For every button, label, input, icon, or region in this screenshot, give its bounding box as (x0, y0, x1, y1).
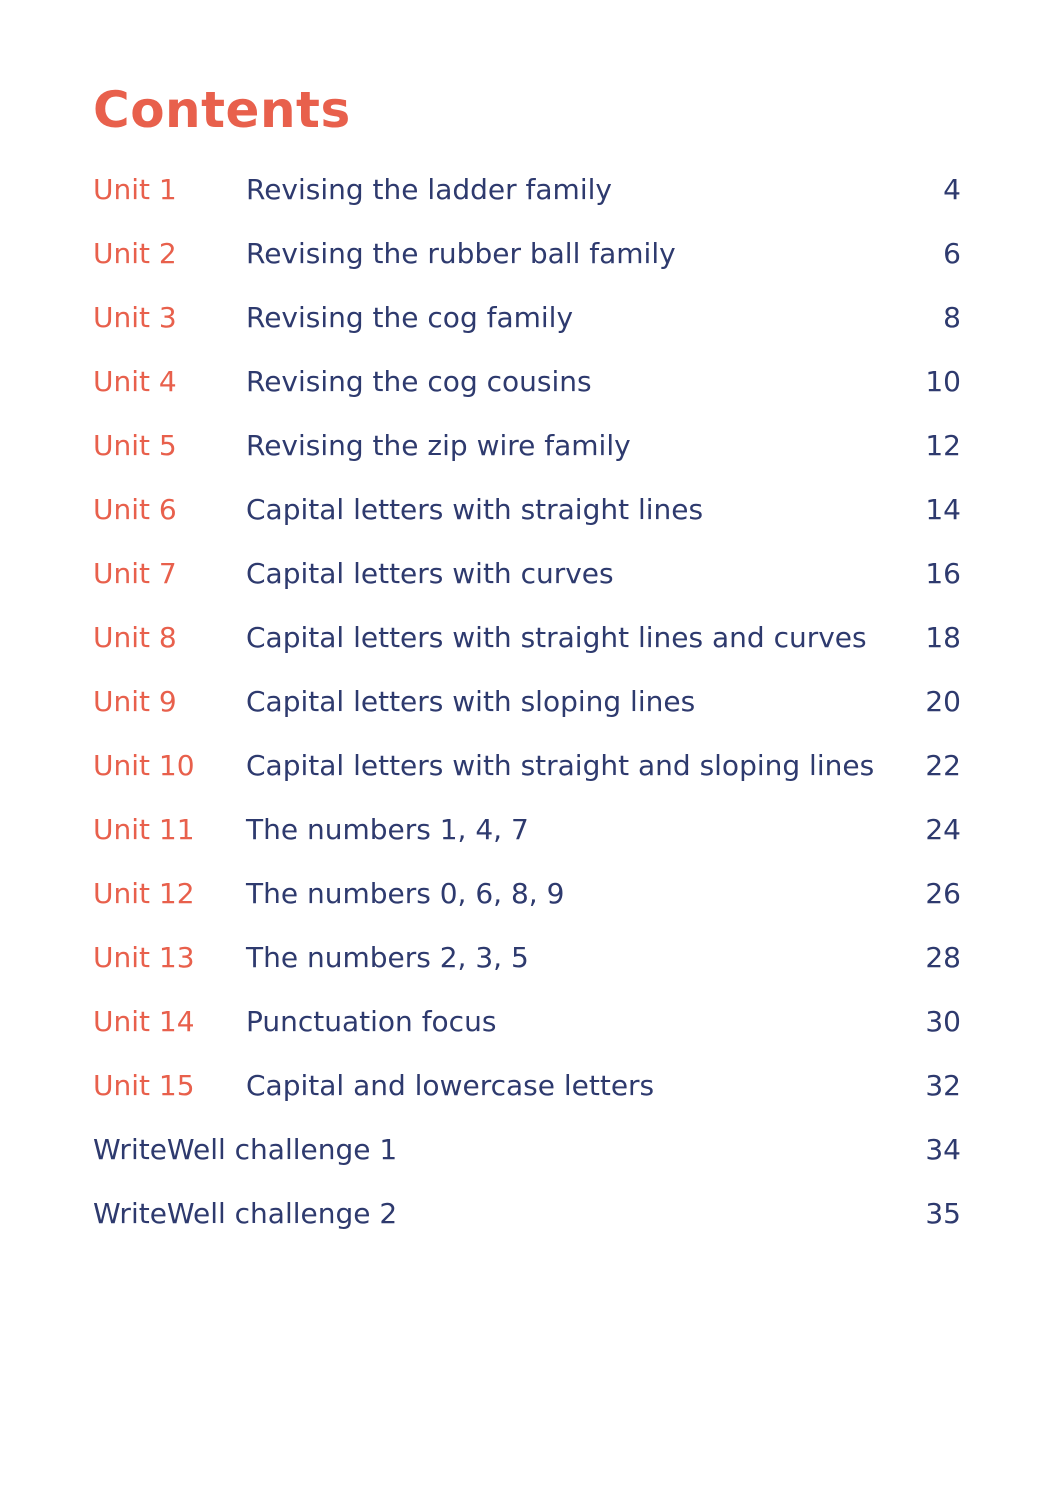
toc-row-unit-8[interactable] (93, 606, 961, 670)
unit-label: Unit 1 (93, 173, 177, 206)
unit-label: Unit 6 (93, 493, 177, 526)
page-number: 35 (925, 1197, 961, 1230)
unit-title: Revising the cog family (246, 301, 574, 334)
page-number: 14 (925, 493, 961, 526)
toc-row-unit-12[interactable] (93, 862, 961, 926)
unit-label: Unit 8 (93, 621, 177, 654)
page-number: 4 (943, 173, 961, 206)
unit-title: Capital letters with curves (246, 557, 614, 590)
page-number: 10 (925, 365, 961, 398)
page-number: 12 (925, 429, 961, 462)
unit-label: Unit 9 (93, 685, 177, 718)
toc-row-unit-7[interactable] (93, 542, 961, 606)
toc-row-unit-3[interactable] (93, 286, 961, 350)
challenge-title: WriteWell challenge 1 (93, 1133, 398, 1166)
toc-row-unit-11[interactable] (93, 798, 961, 862)
page-number: 20 (925, 685, 961, 718)
page-number: 22 (925, 749, 961, 782)
unit-title: The numbers 1, 4, 7 (246, 813, 529, 846)
unit-title: The numbers 0, 6, 8, 9 (246, 877, 565, 910)
unit-label: Unit 13 (93, 941, 195, 974)
page-number: 24 (925, 813, 961, 846)
unit-title: Revising the zip wire family (246, 429, 631, 462)
unit-label: Unit 7 (93, 557, 177, 590)
page-number: 26 (925, 877, 961, 910)
unit-title: Capital letters with straight lines (246, 493, 704, 526)
toc-row-unit-6[interactable] (93, 478, 961, 542)
unit-label: Unit 11 (93, 813, 195, 846)
page-number: 28 (925, 941, 961, 974)
unit-label: Unit 3 (93, 301, 177, 334)
page-number: 34 (925, 1133, 961, 1166)
page-number: 18 (925, 621, 961, 654)
unit-title: Capital letters with straight and sloping lines (246, 749, 875, 782)
unit-label: Unit 4 (93, 365, 177, 398)
toc-row-unit-10[interactable] (93, 734, 961, 798)
toc-row-challenge-2[interactable] (93, 1182, 961, 1246)
unit-title: Capital and lowercase letters (246, 1069, 655, 1102)
toc-row-unit-5[interactable] (93, 414, 961, 478)
page-number: 6 (943, 237, 961, 270)
page-number: 8 (943, 301, 961, 334)
page-number: 30 (925, 1005, 961, 1038)
unit-title: Revising the cog cousins (246, 365, 592, 398)
unit-label: Unit 14 (93, 1005, 195, 1038)
unit-label: Unit 10 (93, 749, 195, 782)
toc-row-unit-9[interactable] (93, 670, 961, 734)
toc-row-unit-14[interactable] (93, 990, 961, 1054)
toc-row-challenge-1[interactable] (93, 1118, 961, 1182)
toc-row-unit-1[interactable] (93, 158, 961, 222)
table-of-contents (93, 158, 961, 1246)
unit-title: Capital letters with sloping lines (246, 685, 696, 718)
unit-title: The numbers 2, 3, 5 (246, 941, 529, 974)
unit-label: Unit 2 (93, 237, 177, 270)
unit-title: Revising the rubber ball family (246, 237, 676, 270)
challenge-title: WriteWell challenge 2 (93, 1197, 398, 1230)
toc-row-unit-13[interactable] (93, 926, 961, 990)
toc-row-unit-4[interactable] (93, 350, 961, 414)
unit-label: Unit 5 (93, 429, 177, 462)
page-number: 32 (925, 1069, 961, 1102)
page-number: 16 (925, 557, 961, 590)
unit-title: Capital letters with straight lines and curves (246, 621, 867, 654)
unit-title: Revising the ladder family (246, 173, 612, 206)
unit-label: Unit 12 (93, 877, 195, 910)
toc-row-unit-15[interactable] (93, 1054, 961, 1118)
page-title: Contents (93, 81, 351, 139)
unit-label: Unit 15 (93, 1069, 195, 1102)
unit-title: Punctuation focus (246, 1005, 497, 1038)
toc-row-unit-2[interactable] (93, 222, 961, 286)
